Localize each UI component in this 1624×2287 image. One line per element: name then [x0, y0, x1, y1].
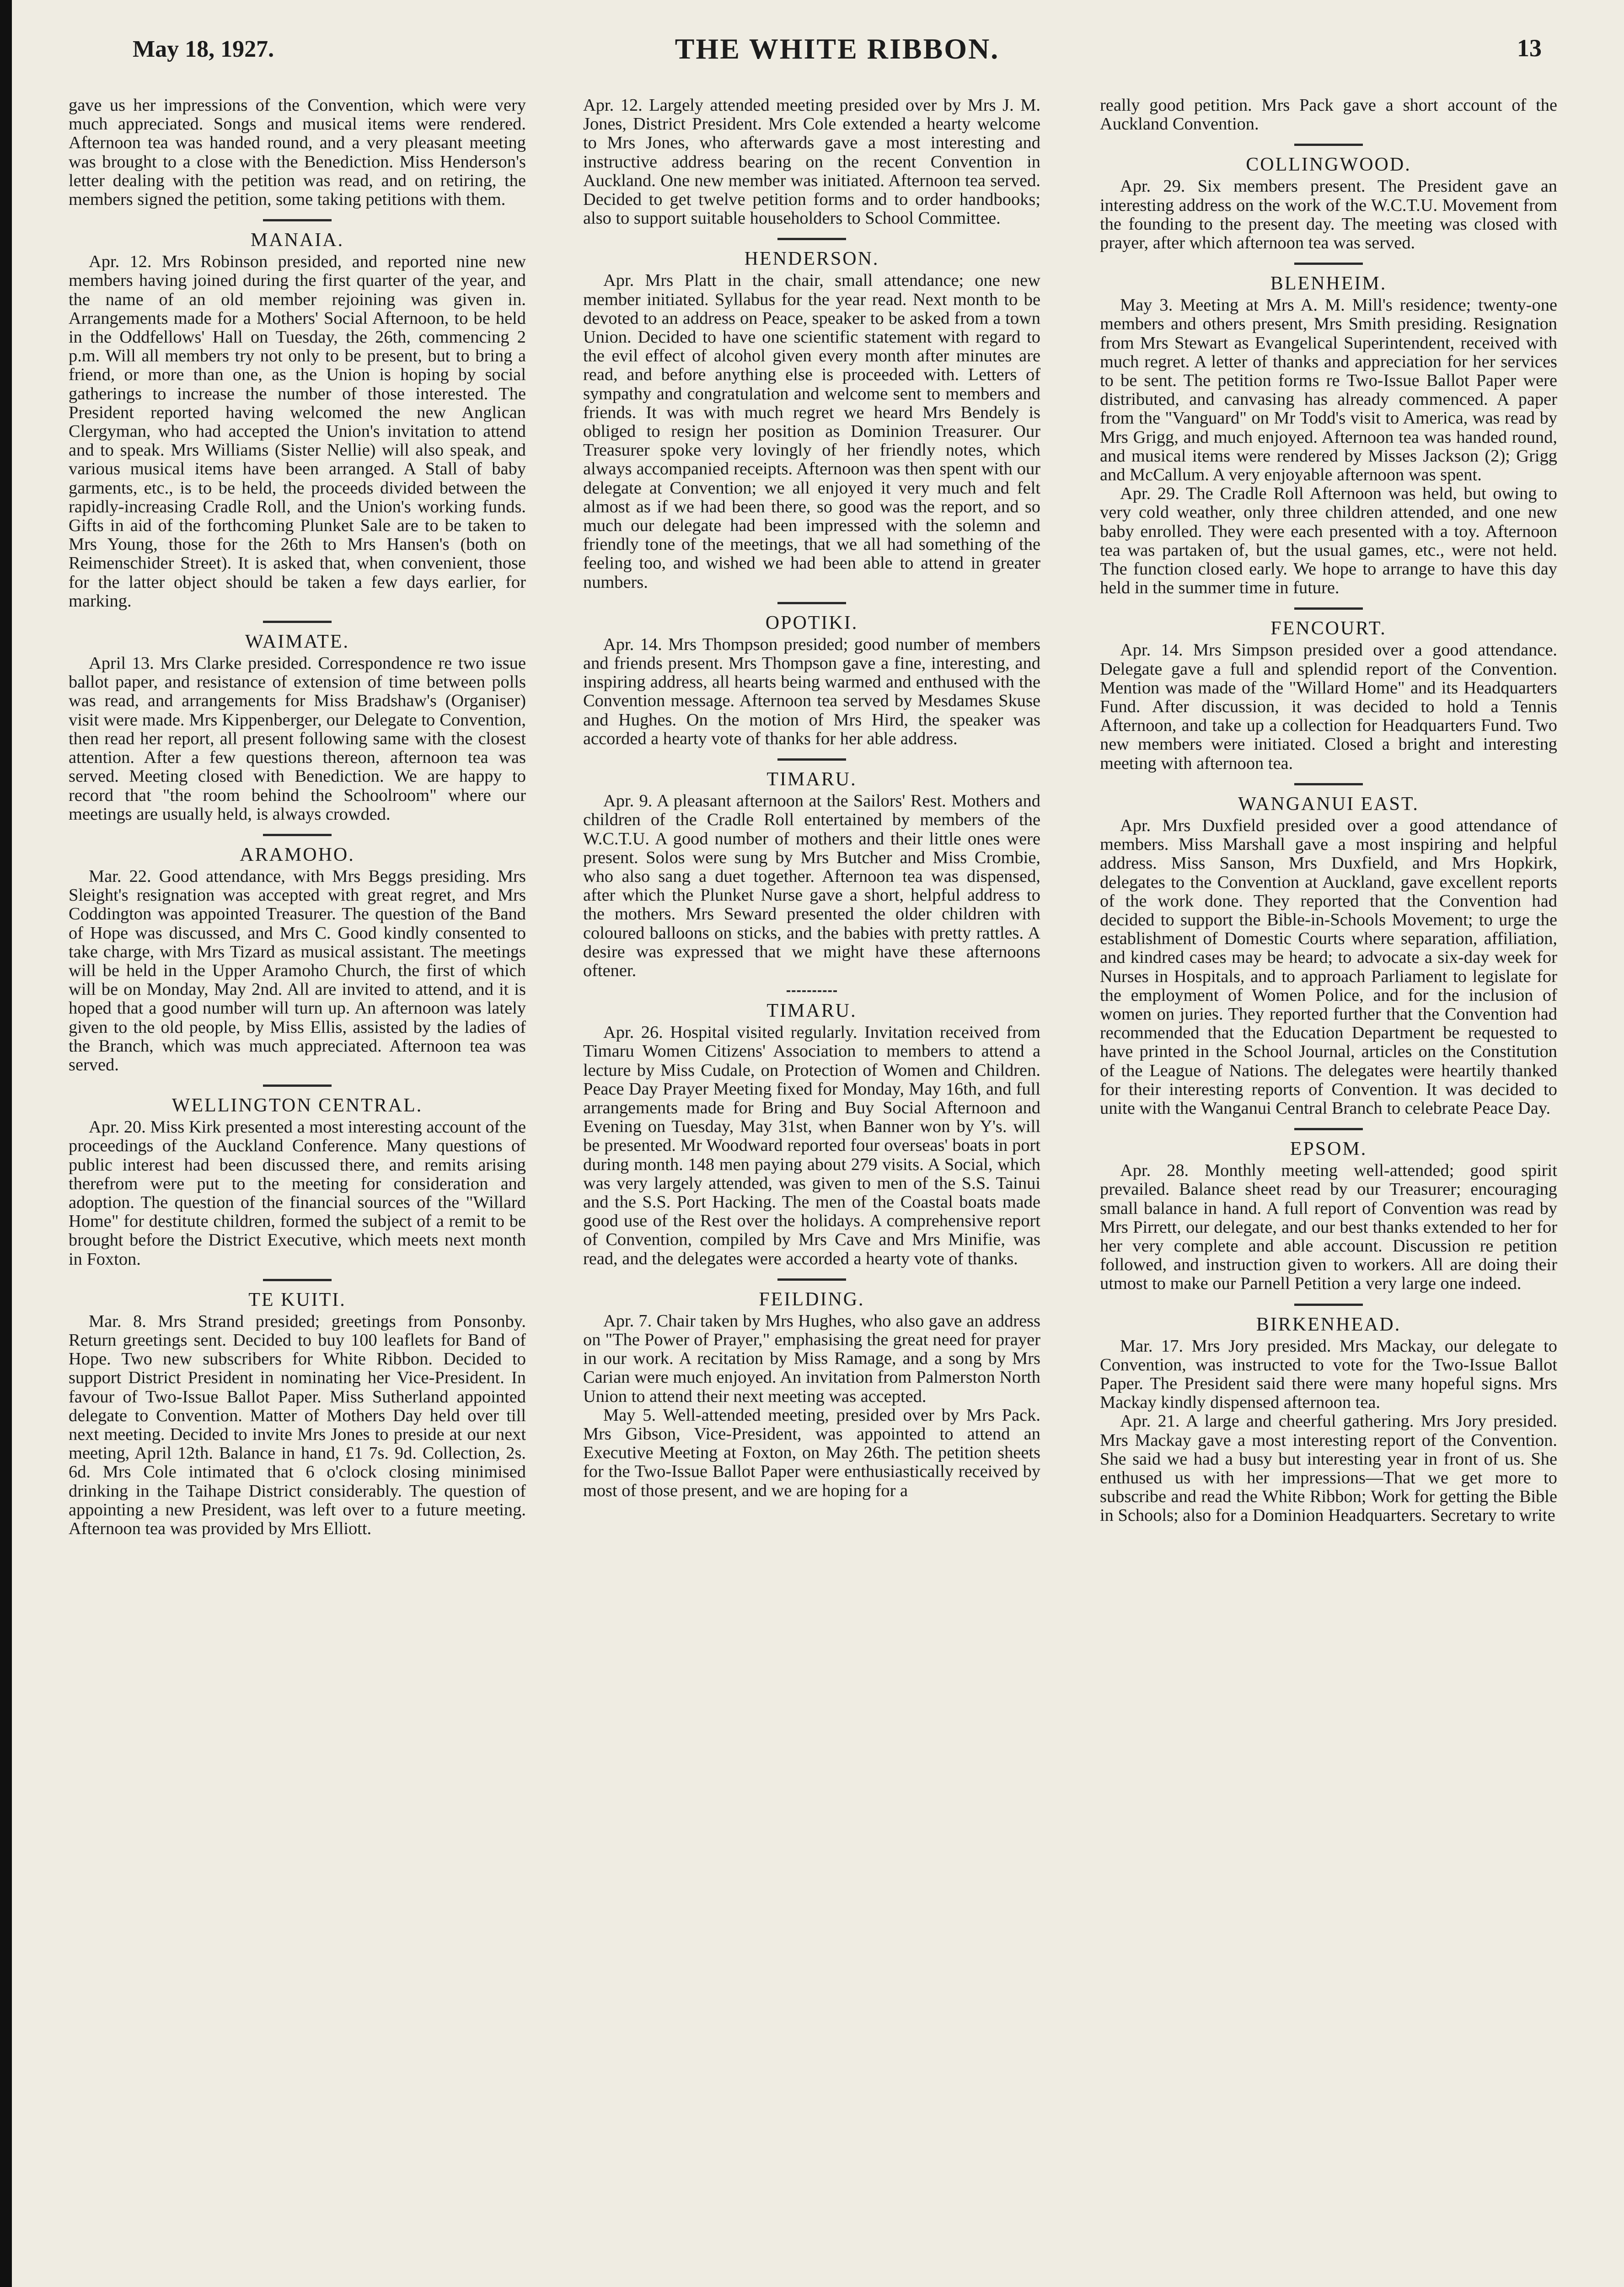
branch-report	[1100, 1314, 1557, 1525]
branch-report	[1100, 154, 1557, 252]
section-divider	[1294, 263, 1363, 265]
report-paragraph: gave us her impressions of the Convention, which were very much appreciated. Songs and musical items were rendered. Afternoon tea was handed round, and a very pleasant meeting was brought to a close with the Benediction. Miss Henderson's letter dealing with the petition was read, and on retiring, the members signed the petition, some taking petitions with them.	[69, 96, 526, 209]
branch-report	[69, 631, 526, 824]
branch-report	[69, 96, 526, 209]
branch-report	[583, 769, 1040, 980]
section-divider	[1294, 783, 1363, 785]
branch-heading: BLENHEIM.	[1270, 273, 1387, 295]
report-paragraph: really good petition. Mrs Pack gave a short account of the Auckland Convention.	[1100, 96, 1557, 134]
section-divider	[787, 990, 837, 992]
branch-report	[69, 230, 526, 611]
section-divider	[777, 758, 846, 761]
branch-heading: ARAMOHO.	[240, 844, 355, 865]
section-divider	[777, 1278, 846, 1281]
publication-title: THE WHITE RIBBON.	[675, 32, 1000, 65]
branch-report	[1100, 618, 1557, 773]
column-1	[69, 96, 526, 1538]
report-paragraph: Mar. 22. Good attendance, with Mrs Beggs presiding. Mrs Sleight's resignation was accepted with great regret, and Mrs Coddington was appointed Treasurer. The question of the Band of Hope was discussed, and Mrs C. Good kindly consented to take charge, with Mrs Tizard as musical assistant. The meetings will be held in the Upper Aramoho Church, the first of which will be on Monday, May 2nd. All are invited to attend, and it is hoped that a good number will turn up. An afternoon was lately given to the old people, by Miss Ellis, assisted by the ladies of the Branch, which was much appreciated. Afternoon tea was served.	[69, 866, 526, 1074]
branch-heading: TIMARU.	[766, 769, 857, 790]
report-paragraph: Apr. Mrs Duxfield presided over a good attendance of members. Miss Marshall gave a most inspiring and helpful address. Miss Sanson, Mrs Duxfield, and Mrs Hopkirk, delegates to the Convention at Auckland, gave excellent reports of the work done. They reported that the Convention had decided to support the Bible-in-Schools Movement; to urge the establishment of Domestic Courts where separation, affiliation, and kindred cases may be heard; to advocate a six-day week for Nurses in Hospitals, and to approach Parliament to legislate for the employment of Women Police, and for the inclusion of women on juries. They reported further that the Convention had recommended that the Education Department be requested to have printed in the School Journal, articles on the Constitution of the League of Nations. The delegates were heartily thanked for their interesting reports of Convention. It was decided to unite with the Wanganui Central Branch to celebrate Peace Day.	[1100, 816, 1557, 1118]
section-divider	[777, 238, 846, 240]
branch-heading: WANGANUI EAST.	[1238, 793, 1419, 815]
report-paragraph: May 3. Meeting at Mrs A. M. Mill's residence; twenty-one members and others present, Mrs Smith presiding. Resignation from Mrs Stewart as Evangelical Superintendent, received with much regret. A letter of thanks and appreciation for her services to be sent. The petition forms re Two-Issue Ballot Paper were distributed, and canvasing has already commenced. A paper from the "Vanguard" on Mr Todd's visit to America, was read by Mrs Grigg, and much enjoyed. Afternoon tea was handed round, and musical items were rendered by Misses Jackson (2); Grigg and McCallum. A very enjoyable afternoon was spent.	[1100, 295, 1557, 485]
section-divider	[1294, 1304, 1363, 1306]
branch-report	[1100, 794, 1557, 1118]
branch-report	[1100, 1138, 1557, 1293]
branch-report	[1100, 96, 1557, 134]
section-divider	[263, 834, 332, 836]
column-3	[1100, 96, 1557, 1525]
report-paragraph: Mar. 17. Mrs Jory presided. Mrs Mackay, our delegate to Convention, was instructed to vote for the Two-Issue Ballot Paper. The President said there were many hopeful signs. Mrs Mackay kindly dispensed afternoon tea.	[1100, 1336, 1557, 1412]
branch-report	[1100, 273, 1557, 597]
column-2	[583, 96, 1040, 1500]
page-number: 13	[1517, 34, 1542, 62]
section-divider	[1294, 607, 1363, 610]
section-divider	[263, 1084, 332, 1087]
branch-heading: TIMARU.	[766, 1000, 857, 1022]
section-divider	[777, 602, 846, 604]
branch-report	[69, 1289, 526, 1538]
branch-heading: OPOTIKI.	[765, 612, 858, 633]
report-paragraph: Apr. 14. Mrs Thompson presided; good number of members and friends present. Mrs Thompson gave a fine, interesting, and inspiring address, all hearts being warmed and enthused with the Convention message. Afternoon tea served by Mesdames Skuse and Hughes. On the motion of Mrs Hird, the speaker was accorded a hearty vote of thanks for her able address.	[583, 634, 1040, 748]
report-paragraph: Apr. 29. The Cradle Roll Afternoon was held, but owing to very cold weather, only three children attended, and one new baby enrolled. They were each presented with a toy. Afternoon tea was partaken of, but the usual games, etc., were not held. The function closed early. We hope to arrange to have this day held in the summer time in future.	[1100, 484, 1557, 598]
report-paragraph: Apr. 14. Mrs Simpson presided over a good attendance. Delegate gave a full and splendid report of the Convention. Mention was made of the "Willard Home" and its Headquarters Fund. After discussion, it was decided to hold a Tennis Afternoon, and take up a collection for Headquarters Fund. Two new members were initiated. Closed a bright and interesting meeting with afternoon tea.	[1100, 640, 1557, 773]
section-divider	[1294, 144, 1363, 146]
report-paragraph: April 13. Mrs Clarke presided. Correspondence re two issue ballot paper, and resistance of extension of time between polls was read, and arrangements for Miss Bradshaw's (Organiser) visit were made. Mrs Kippenberger, our Delegate to Convention, then read her report, all present following same with the closest attention. After a few questions thereon, afternoon tea was served. Meeting closed with Benediction. We are happy to record that "the room behind the Schoolroom" where our meetings are usually held, is always crowded.	[69, 654, 526, 824]
section-divider	[1294, 1128, 1363, 1130]
report-paragraph: Apr. 9. A pleasant afternoon at the Sailors' Rest. Mothers and children of the Cradle Roll entertained by members of the W.C.T.U. A good number of mothers and their little ones were present. Solos were sung by Mrs Butcher and Miss Crombie, who also sang a duet together. Afternoon tea was dispensed, after which the Plunket Nurse gave a short, helpful address to the mothers. Mrs Seward presented the older children with coloured balloons on sticks, and the babies with pretty rattles. A desire was expressed that we might have these afternoons oftener.	[583, 791, 1040, 980]
branch-heading: COLLINGWOOD.	[1246, 154, 1411, 176]
branch-heading: HENDERSON.	[744, 248, 879, 270]
report-paragraph: Apr. 7. Chair taken by Mrs Hughes, who also gave an address on "The Power of Prayer," emphasising the great need for prayer in our work. A recitation by Miss Ramage, and a song by Mrs Carian were much enjoyed. An invitation from Palmerston North Union to attend their next meeting was accepted.	[583, 1311, 1040, 1406]
issue-date: May 18, 1927.	[133, 36, 274, 62]
branch-report	[583, 248, 1040, 591]
report-paragraph: Apr. 26. Hospital visited regularly. Invitation received from Timaru Women Citizens' Association to members to attend a lecture by Miss Cudale, on Protection of Women and Children. Peace Day Prayer Meeting fixed for Monday, May 16th, and full arrangements made for Bring and Buy Social Afternoon and Evening on Tuesday, May 31st, when Banner won by Y's. will be presented. Mr Woodward reported four overseas' boats in port during month. 148 men paying about 279 visits. A Social, which was very largely attended, was given to men of the S.S. Tainui and the S.S. Port Hacking. The men of the Coastal boats made good use of the Rest over the holidays. A comprehensive report of Convention, compiled by Mrs Cave and Mrs Minifie, was read, and the delegates were accorded a hearty vote of thanks.	[583, 1023, 1040, 1268]
report-paragraph: Apr. 21. A large and cheerful gathering. Mrs Jory presided. Mrs Mackay gave a most interesting report of the Convention. She said we had a busy but interesting year in front of us. She enthused us with her impressions—That we get more to subscribe and read the White Ribbon; Work for getting the Bible in Schools; also for a Dominion Headquarters. Secretary to write	[1100, 1412, 1557, 1525]
page-header	[133, 27, 1542, 82]
binding-edge	[0, 0, 12, 2287]
branch-heading: BIRKENHEAD.	[1256, 1314, 1401, 1335]
branch-report	[69, 1095, 526, 1269]
branch-heading: TE KUITI.	[248, 1289, 346, 1310]
report-paragraph: Mar. 8. Mrs Strand presided; greetings from Ponsonby. Return greetings sent. Decided to buy 100 leaflets for Band of Hope. Two new subscribers for White Ribbon. Decided to support District President in nominating her Vice-President. In favour of Two-Issue Ballot Paper. Miss Sutherland appointed delegate to Convention. Matter of Mothers Day held over till next meeting. Decided to invite Mrs Jones to preside at our next meeting, April 12th. Balance in hand, £1 7s. 9d. Collection, 2s. 6d. Mrs Cole intimated that 6 o'clock closing minimised drinking in the Taihape District considerably. The question of appointing a new President, was left over to a future meeting. Afternoon tea was provided by Mrs Elliott.	[69, 1311, 526, 1538]
section-divider	[263, 1279, 332, 1281]
branch-report	[583, 612, 1040, 748]
report-paragraph: Apr. 12. Mrs Robinson presided, and reported nine new members having joined during the first quarter of the year, and the name of an old member rejoining was given in. Arrangements made for a Mothers' Social Afternoon, to be held in the Oddfellows' Hall on Tuesday, the 26th, commencing 2 p.m. Will all members try not only to be present, but to bring a friend, or more than one, as the Union is hoping by social gatherings to increase the number of those interested. The President reported having welcomed the new Anglican Clergyman, who had accepted the Union's invitation to attend and to speak. Mrs Williams (Sister Nellie) will also speak, and various musical items have been arranged. A Stall of baby garments, etc., is to be held, the proceeds divided between the rapidly-increasing Cradle Roll, and the Union's working funds. Gifts in aid of the forthcoming Plunket Sale are to be taken to Mrs Young, those for the 26th to Mrs Hansen's (both on Reimenschider Street). It is asked that, when convenient, those for the latter object should be taken a few days earlier, for marking.	[69, 252, 526, 611]
branch-heading: WAIMATE.	[245, 631, 350, 653]
report-paragraph: Apr. 20. Miss Kirk presented a most interesting account of the proceedings of the Auckland Conference. Many questions of public interest had been discussed there, and remits arising therefrom were put to the meeting for consideration and adoption. The question of the financial sources of the "Willard Home" for destitute children, formed the subject of a remit to be brought before the District Executive, which meets next month in Foxton.	[69, 1117, 526, 1269]
section-divider	[263, 219, 332, 221]
branch-heading: FENCOURT.	[1270, 618, 1387, 639]
report-paragraph: Apr. 28. Monthly meeting well-attended; good spirit prevailed. Balance sheet read by our Treasurer; encouraging small balance in hand. A full report of Convention was read by Mrs Pirrett, our delegate, and our best thanks extended to her for her very complete and able account. Discussion re petition followed, and instruction given to workers. All are doing their utmost to make our Parnell Petition a very large one indeed.	[1100, 1161, 1557, 1294]
branch-report	[69, 844, 526, 1074]
branch-report	[583, 1289, 1040, 1500]
report-paragraph: Apr. 12. Largely attended meeting presided over by Mrs J. M. Jones, District President. Mrs Cole extended a hearty welcome to Mrs Jones, who afterwards gave a most interesting and instructive address bearing on the recent Convention in Auckland. One new member was initiated. Afternoon tea served. Decided to get twelve petition forms and to order handbooks; also to support suitable householders to School Committee.	[583, 96, 1040, 228]
branch-heading: MANAIA.	[250, 230, 344, 251]
branch-report	[583, 1000, 1040, 1268]
report-paragraph: Apr. 29. Six members present. The President gave an interesting address on the work of the W.C.T.U. Movement from the founding to the present day. The meeting was closed with prayer, after which afternoon tea was served.	[1100, 177, 1557, 253]
branch-heading: WELLINGTON CENTRAL.	[172, 1095, 423, 1117]
section-divider	[263, 621, 332, 623]
branch-heading: EPSOM.	[1290, 1138, 1367, 1160]
report-paragraph: Apr. Mrs Platt in the chair, small attendance; one new member initiated. Syllabus for the year read. Next month to be devoted to an address on Peace, speaker to be asked from a town Union. Decided to have one scientific statement with regard to the evil effect of alcohol given every month after minutes are read, and before anything else is proceeded with. Letters of sympathy and congratulation and welcome sent to members and friends. It was with much regret we heard Mrs Bendely is obliged to resign her position as Dominion Treasurer. Our Treasurer spoke very lovingly of her friendly notes, which always accompanied receipts. Afternoon was then spent with our delegate at Convention; we all enjoyed it very much and felt almost as if we had been there, so good was the report, and so much our delegate had been impressed with the solemn and friendly tone of the meetings, that we all had something of the feeling too, and wished we had been able to attend in greater numbers.	[583, 271, 1040, 592]
branch-heading: FEILDING.	[759, 1288, 865, 1310]
report-paragraph: May 5. Well-attended meeting, presided over by Mrs Pack. Mrs Gibson, Vice-President, was appointed to attend an Executive Meeting at Foxton, on May 26th. The petition sheets for the Two-Issue Ballot Paper were enthusiastically received by most of those present, and we are hoping for a	[583, 1405, 1040, 1500]
branch-report	[583, 96, 1040, 228]
